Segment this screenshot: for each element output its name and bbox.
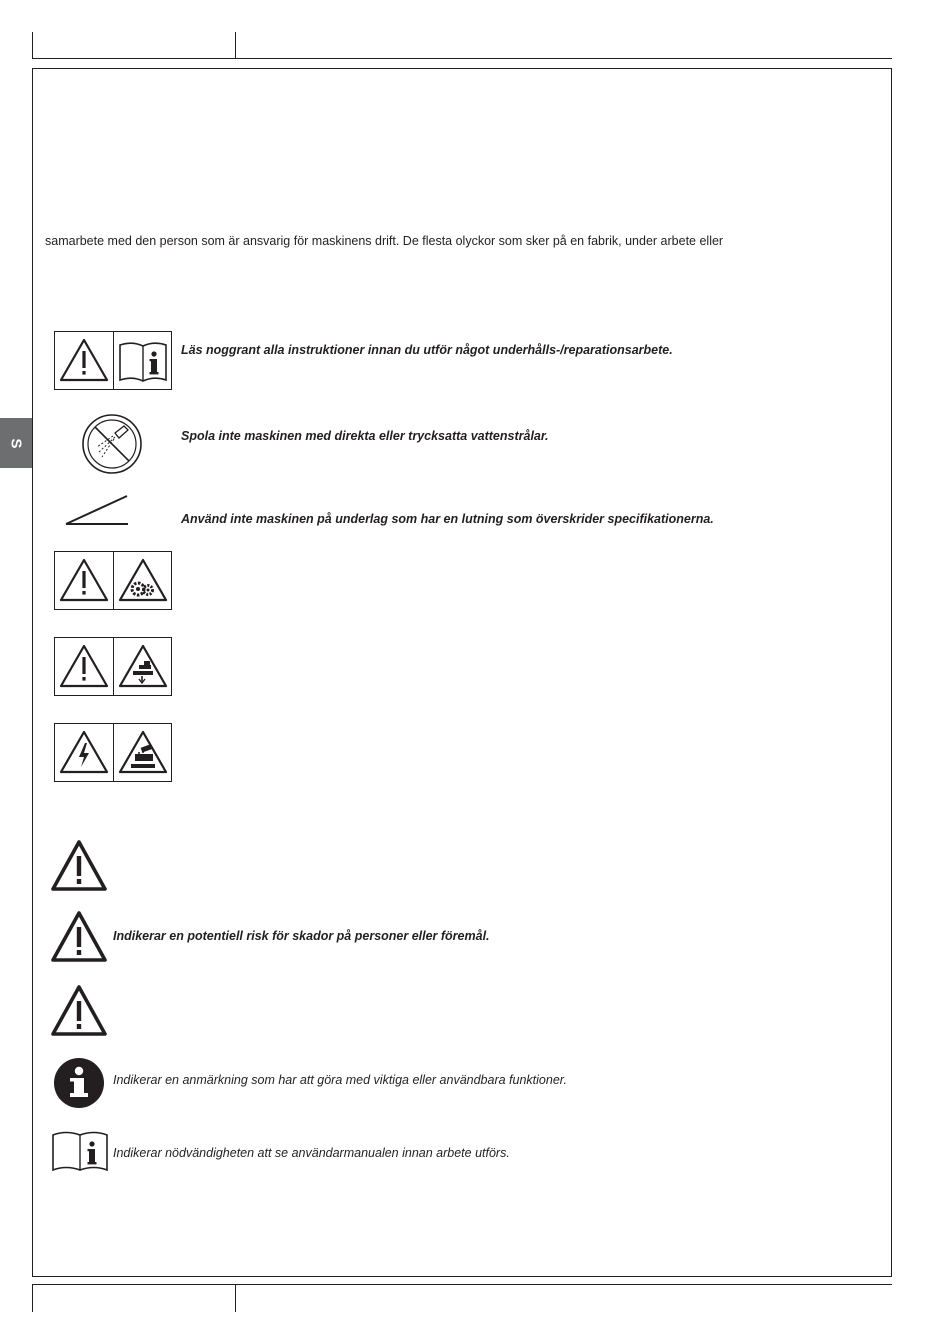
safety-row-2-text: Spola inte maskinen med direkta eller trycksatta vattenstrålar.: [181, 429, 549, 443]
safety-row-1-text: Läs noggrant alla instruktioner innan du utför något underhålls-/reparationsarbete.: [181, 343, 673, 357]
footer-divider-mid: [235, 1284, 236, 1312]
safety-row-4-icons: [54, 551, 172, 610]
manual-icon: [51, 1130, 109, 1174]
safety-row-3-text: Använd inte maskinen på underlag som har en lutning som överskrider specifikationerna.: [181, 512, 714, 526]
slope-icon: [64, 493, 130, 527]
electric-hazard-icon: [55, 724, 114, 781]
crush-hazard-icon: [114, 638, 172, 695]
safety-row-6-icons: [54, 723, 172, 782]
legend-manual-text: Indikerar nödvändigheten att se användarmanualen innan arbete utförs.: [113, 1146, 510, 1160]
legend-warning-text: Indikerar en potentiell risk för skador på personer eller föremål.: [113, 929, 490, 943]
gears-hazard-icon: [114, 552, 172, 609]
warning-icon: [55, 552, 114, 609]
safety-row-1-icons: [54, 331, 172, 390]
manual-info-icon: [114, 332, 172, 389]
footer-divider-left: [32, 1284, 33, 1312]
warning-icon: [50, 984, 108, 1038]
header-divider-left: [32, 32, 33, 59]
warning-icon: [55, 638, 114, 695]
corrosive-hazard-icon: [114, 724, 172, 781]
warning-icon: [50, 910, 108, 964]
language-tab: S: [0, 418, 32, 468]
header-divider-mid: [235, 32, 236, 59]
safety-row-5-icons: [54, 637, 172, 696]
legend-info-text: Indikerar en anmärkning som har att göra med viktiga eller användbara funktioner.: [113, 1073, 567, 1087]
warning-icon: [55, 332, 114, 389]
info-icon: [53, 1057, 105, 1109]
intro-text: samarbete med den person som är ansvarig för maskinens drift. De flesta olyckor som sker på en fabrik, under arbete eller: [45, 234, 724, 248]
warning-icon: [50, 839, 108, 893]
footer-rule: [32, 1284, 892, 1285]
no-water-jet-icon: [80, 412, 144, 476]
header-rule: [32, 58, 892, 59]
